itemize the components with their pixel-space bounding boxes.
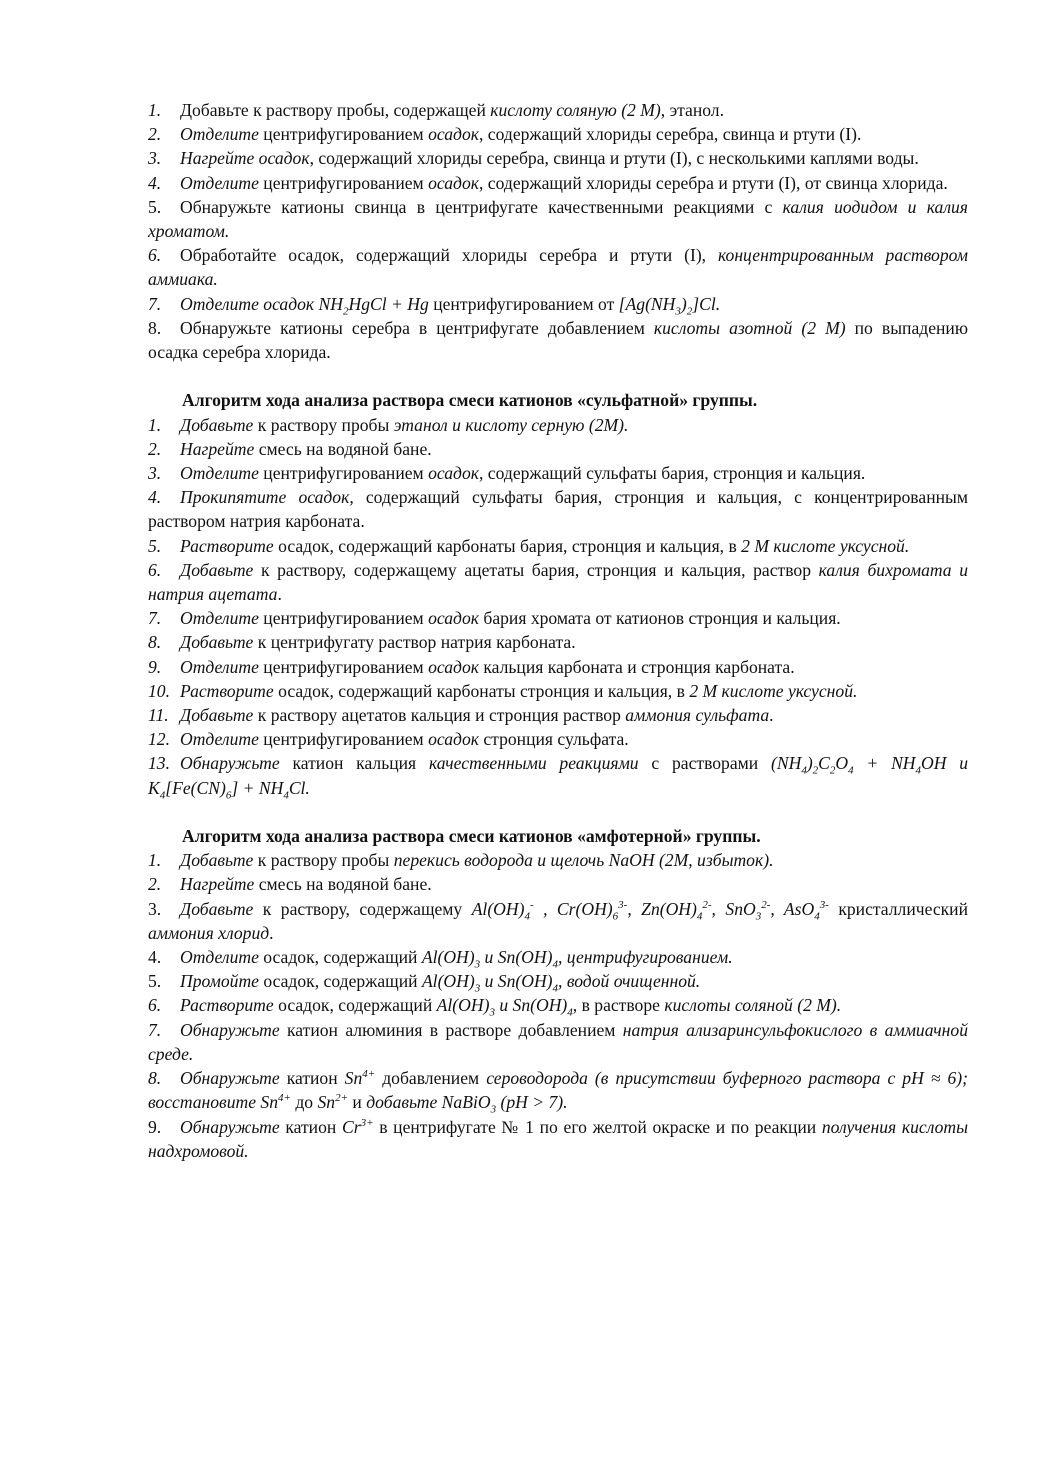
text-run: смесь на водяной бане.	[254, 874, 432, 895]
text-run: аммония хлорид	[148, 922, 270, 943]
text-run: Al(OH)	[436, 995, 490, 1016]
text-run: Sn	[317, 1092, 336, 1113]
text-run: аммония сульфата	[625, 705, 770, 726]
text-run: .	[269, 922, 274, 943]
text-run: 4	[283, 789, 289, 802]
text-run: , этанол.	[660, 100, 724, 120]
item-number: 3.	[148, 463, 162, 484]
list-item	[148, 1066, 968, 1114]
text-run: Обнаружьте	[180, 1019, 280, 1040]
text-run: осадок, содержащий карбонаты стронция и кальция, в	[273, 680, 690, 701]
text-run: сероводорода (в присутствии буферного раствора с pH ≈ 6); восстановите Sn	[148, 1068, 969, 1113]
item-number: 8.	[148, 632, 162, 653]
text-run: осадок, содержащий карбонаты бария, стронция и кальция, в	[273, 535, 742, 556]
text-run: осадок	[428, 656, 479, 677]
text-run: 6	[612, 910, 619, 923]
text-run: , SnO	[711, 898, 756, 919]
text-run: Нагрейте	[180, 438, 255, 459]
list-item	[148, 485, 968, 533]
list-item	[148, 630, 968, 654]
text-run: 4	[848, 764, 854, 777]
text-run: 2	[343, 305, 349, 318]
text-run: , водой очищенной.	[558, 971, 701, 992]
text-run: и Sn(OH)	[494, 995, 568, 1016]
item-number: 13.	[148, 753, 170, 774]
text-run: Al(OH)	[471, 898, 525, 919]
section-heading: Алгоритм хода анализа раствора смеси катионов «сульфатной» группы.	[182, 390, 758, 411]
text-run: Добавьте	[180, 559, 254, 580]
section-heading: Алгоритм хода анализа раствора смеси катионов «амфотерной» группы.	[182, 826, 761, 847]
text-run: , в растворе	[572, 995, 665, 1016]
text-run: смесь на водяной бане.	[254, 438, 432, 459]
text-run: , Zn(OH)	[627, 898, 697, 919]
section-spacer	[148, 800, 968, 824]
list-item	[148, 558, 968, 606]
text-run: -	[529, 898, 534, 911]
text-run: центрифугированием	[258, 172, 429, 193]
text-run: .	[277, 584, 282, 605]
text-run: Al(OH)	[421, 971, 475, 992]
text-run: катион алюминия в растворе добавлением	[279, 1019, 623, 1040]
list-item	[148, 146, 968, 170]
text-run: Добавьте	[180, 898, 254, 919]
text-run: к раствору пробы	[253, 414, 394, 435]
text-run: кислоту соляную (2 М)	[490, 100, 661, 120]
item-number: 1.	[148, 100, 162, 120]
text-run: Cl.	[288, 777, 310, 798]
text-run: Отделите	[180, 124, 259, 145]
text-run: 2	[812, 764, 819, 777]
text-run: получения кислоты надхромовой.	[148, 1116, 968, 1161]
text-run: 4	[552, 958, 558, 971]
list-item	[148, 534, 968, 558]
text-run: содержащий сульфаты бария, стронция и кальция, с концентрированным раствором натрия карбоната.	[148, 487, 968, 532]
section-3	[148, 800, 968, 1163]
text-run: центрифугированием	[258, 124, 429, 145]
text-run: добавлением	[375, 1068, 487, 1089]
text-run: O	[835, 753, 849, 774]
text-run: катион	[279, 1116, 342, 1137]
text-run: 4	[552, 982, 559, 995]
text-run: Промойте	[180, 971, 259, 992]
text-run: Отделите	[180, 656, 259, 677]
text-run: калия иодидом и калия хроматом.	[148, 196, 968, 242]
list-item	[148, 1115, 968, 1163]
text-run: Обработайте осадок, содержащий хлориды серебра и ртути (I),	[180, 245, 718, 266]
section-2	[148, 364, 968, 800]
text-run: 3	[675, 305, 681, 318]
text-run: , центрифугированием.	[557, 947, 733, 968]
text-run: , содержащий хлориды серебра, свинца и ртути (I).	[478, 124, 862, 145]
text-run: к раствору, содержащему ацетаты бария, стронция и кальция, раствор	[253, 559, 819, 580]
text-run: Отделите	[180, 947, 259, 968]
text-run: Добавьте к раствору пробы, содержащей	[180, 100, 491, 120]
text-run: 4	[814, 910, 820, 923]
item-number: 1.	[148, 850, 162, 871]
list-item	[148, 655, 968, 679]
item-number: 2.	[148, 124, 162, 145]
list-item	[148, 679, 968, 703]
item-number: 9.	[148, 656, 162, 677]
list-item	[148, 848, 968, 872]
text-run: 2	[686, 305, 693, 318]
list-item	[148, 292, 968, 316]
text-run: осадок	[428, 608, 479, 629]
text-run: (NH	[771, 753, 802, 774]
text-run: Добавьте	[180, 632, 254, 653]
text-run: Sn	[344, 1068, 363, 1089]
text-run: Обнаружьте	[180, 1068, 280, 1089]
text-run: Отделите осадок NH	[180, 293, 343, 314]
text-run: , содержащий хлориды серебра и ртути (I), от свинца хлорида.	[478, 172, 948, 193]
item-number: 11.	[148, 705, 169, 726]
text-run: 2	[829, 764, 836, 777]
text-run: Al(OH)	[421, 947, 475, 968]
text-run: осадок	[428, 124, 479, 145]
text-run: катион кальция	[279, 753, 429, 774]
item-number: 6.	[148, 995, 162, 1016]
text-run: 4	[915, 764, 922, 777]
text-run: 3	[474, 982, 481, 995]
text-run: и	[348, 1092, 367, 1113]
list-item	[148, 122, 968, 146]
item-number: 2.	[148, 438, 162, 459]
text-run: [Ag(NH	[618, 293, 676, 314]
item-number: 9.	[148, 1116, 162, 1137]
list-item	[148, 897, 968, 945]
list-item	[148, 437, 968, 461]
text-run: Растворите	[180, 680, 274, 701]
text-run: центрифугированием от	[428, 293, 619, 314]
text-run: осадок	[428, 729, 479, 750]
text-run: центрифугированием	[258, 608, 429, 629]
text-run: 4+	[362, 1068, 376, 1081]
text-run: Добавьте	[180, 850, 254, 871]
section-1	[148, 98, 968, 364]
list-item	[148, 98, 968, 122]
text-run: .	[769, 705, 774, 726]
text-run: качественными реакциями	[428, 753, 639, 774]
item-number: 7.	[148, 293, 162, 314]
text-run: Добавьте	[180, 414, 254, 435]
text-run: к раствору ацетатов кальция и стронция раствор	[253, 705, 626, 726]
item-number: 7.	[148, 608, 162, 629]
text-run: 4	[801, 764, 807, 777]
item-number: 4.	[148, 487, 162, 508]
text-run: Прокипятите осадок,	[180, 487, 354, 508]
text-run: к центрифугату раствор натрия карбоната.	[253, 632, 576, 653]
text-run: и Sn(OH)	[480, 971, 553, 992]
list-item	[148, 461, 968, 485]
text-run: этанол и кислоту серную (2М).	[393, 414, 629, 435]
list-item	[148, 413, 968, 437]
list-item	[148, 727, 968, 751]
text-run: Растворите	[180, 535, 274, 556]
item-number: 4.	[148, 172, 162, 193]
text-run: )	[806, 753, 813, 774]
text-run: Отделите	[180, 463, 259, 484]
text-run: (pH > 7).	[496, 1092, 568, 1113]
item-number: 3.	[148, 898, 162, 919]
text-run: + NH	[853, 753, 916, 774]
item-number: 2.	[148, 874, 162, 895]
text-run: центрифугированием	[258, 729, 429, 750]
text-run: Добавьте	[180, 705, 254, 726]
text-run: к раствору, содержащему	[253, 898, 472, 919]
text-run: C	[818, 753, 830, 774]
document-page	[148, 98, 968, 1163]
text-run: 6	[225, 789, 232, 802]
text-run: 4	[159, 789, 166, 802]
item-number: 8.	[148, 317, 162, 338]
text-run: и Sn(OH)	[480, 947, 553, 968]
text-run: добавьте NaBiO	[366, 1092, 491, 1113]
item-number: 4.	[148, 947, 162, 968]
text-run: , содержащий хлориды серебра, свинца и ртути (I), с несколькими каплями воды.	[309, 148, 919, 169]
text-run: в центрифугате № 1 по его желтой окраске и по реакции	[373, 1116, 822, 1137]
item-number: 7.	[148, 1019, 162, 1040]
text-run: кислоты соляной (2 М).	[664, 995, 842, 1016]
text-run: концентрированным раствором аммиака.	[148, 245, 968, 290]
text-run: калия бихромата и натрия ацетата	[148, 559, 968, 605]
text-run: Растворите	[180, 995, 274, 1016]
list-item	[148, 171, 968, 195]
text-run: осадок, содержащий	[273, 995, 437, 1016]
list-item	[148, 1018, 968, 1066]
text-run: 2 М кислоте уксусной.	[741, 535, 910, 556]
text-run: Обнаружьте катионы серебра в центрифугате добавлением	[180, 317, 654, 338]
section-spacer	[148, 364, 968, 388]
text-run: Нагрейте	[180, 874, 255, 895]
text-run: Отделите	[180, 172, 259, 193]
text-run: 2-	[702, 898, 712, 911]
item-number: 6.	[148, 559, 162, 580]
item-number: 5.	[148, 196, 162, 217]
list-item	[148, 872, 968, 896]
text-run: с растворами	[638, 753, 771, 774]
list-item	[148, 316, 968, 364]
text-run: катион	[279, 1068, 345, 1089]
text-run: 3	[490, 1103, 497, 1116]
text-run: , AsO	[770, 898, 815, 919]
list-item	[148, 969, 968, 993]
text-run: 3	[489, 1007, 495, 1019]
item-number: 1.	[148, 414, 162, 435]
item-number: 5.	[148, 971, 162, 992]
text-run: Cr	[341, 1116, 361, 1137]
text-run: HgCl + Hg	[348, 293, 429, 314]
list-item	[148, 606, 968, 630]
text-run: кристаллический	[828, 898, 969, 919]
text-run: , Cr(OH)	[533, 898, 613, 919]
text-run: бария хромата от катионов стронция и кальция.	[478, 608, 841, 629]
text-run: 2-	[761, 898, 771, 911]
text-run: стронция сульфата.	[478, 729, 629, 750]
text-run: Отделите	[180, 608, 259, 629]
text-run: к раствору пробы	[253, 850, 394, 871]
text-run: , содержащий сульфаты бария, стронция и кальция.	[478, 463, 866, 484]
text-run: натрия ализаринсульфокислого в аммиачной среде.	[148, 1019, 968, 1064]
text-run: 3-	[618, 898, 628, 911]
text-run: Обнаружьте	[180, 1116, 280, 1137]
text-run: ] + NH	[231, 777, 284, 798]
text-run: осадок, содержащий	[258, 971, 422, 992]
text-run: ]Cl.	[692, 293, 721, 314]
text-run: осадок, содержащий	[258, 947, 422, 968]
text-run: перекись водорода и щелочь NaOH (2М, избыток).	[393, 850, 774, 871]
text-run: )	[680, 293, 687, 314]
text-run: по выпадению осадка серебра хлорида.	[148, 317, 968, 363]
text-run: центрифугированием	[258, 656, 429, 677]
text-run: OH и K	[148, 753, 969, 798]
item-number: 3.	[148, 148, 162, 169]
text-run: кальция карбоната и стронция карбоната.	[478, 656, 795, 677]
item-number: 8.	[148, 1068, 162, 1089]
item-number: 6.	[148, 245, 162, 266]
text-run: осадок	[428, 463, 479, 484]
item-number: 12.	[148, 729, 170, 750]
text-run: 2+	[335, 1092, 349, 1105]
text-run: до	[290, 1092, 318, 1113]
list-item	[148, 945, 968, 969]
text-run: центрифугированием	[258, 463, 429, 484]
text-run: 3	[474, 958, 481, 971]
text-run: Отделите	[180, 729, 259, 750]
list-item	[148, 703, 968, 727]
text-run: 3	[755, 910, 762, 923]
text-run: 4	[696, 910, 703, 923]
text-run: Обнаружьте катионы свинца в центрифугате качественными реакциями с	[180, 196, 783, 217]
list-item	[148, 751, 969, 802]
text-run: 4+	[278, 1092, 291, 1105]
list-item	[148, 243, 968, 291]
item-number: 5.	[148, 535, 162, 556]
text-run: 2 М кислоте уксусной.	[689, 680, 858, 701]
text-run: осадок	[428, 172, 479, 193]
text-run: 4	[524, 910, 530, 923]
text-run: Обнаружьте	[180, 753, 280, 774]
list-item	[148, 195, 968, 243]
text-run: кислоты азотной (2 М)	[653, 317, 846, 338]
list-item	[148, 993, 968, 1017]
item-number: 10.	[148, 680, 170, 701]
text-run: 4	[567, 1007, 573, 1019]
text-run: 3+	[360, 1116, 374, 1129]
text-run: Нагрейте осадок	[180, 148, 310, 169]
text-run: 3-	[819, 898, 829, 911]
text-run: [Fe(CN)	[165, 777, 226, 798]
